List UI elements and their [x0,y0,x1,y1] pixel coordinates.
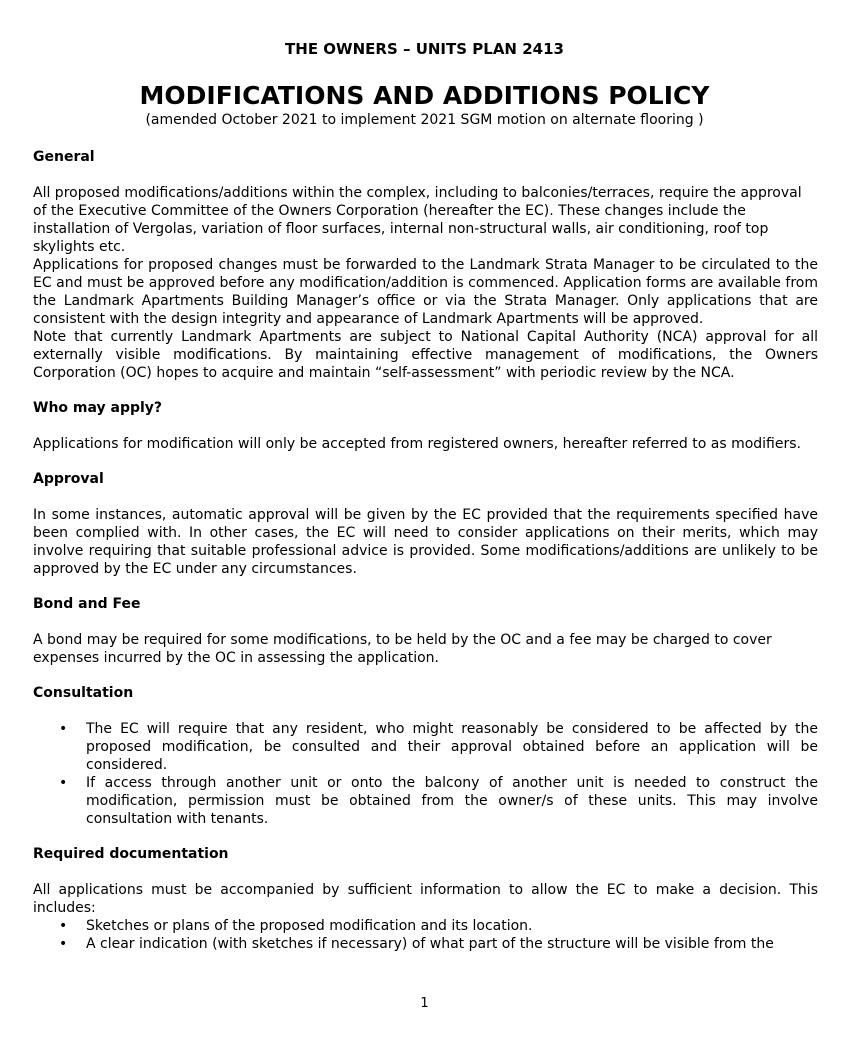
section-heading-general: General [33,149,95,165]
bullet-icon: • [59,936,68,952]
list-item-text: If access through another unit or onto the balcony of another unit is needed to construct the modification, permission must be obtained from the owner/s of these units. This may involve consultation with tenants. [86,775,818,827]
documentation-list [33,917,818,953]
document-header: THE OWNERS – UNITS PLAN 2413 [285,40,564,58]
general-paragraph-2: Applications for proposed changes must be forwarded to the Landmark Strata Manager to be circulated to the EC and must be approved before any modification/addition is commenced. Application forms are available from the Landmark Apartments Building Manager’s office or via the Strata Manager. Only applications that are consistent with the design integrity and appearance of Landmark Apartments will be approved. [33,257,818,327]
bullet-icon: • [59,721,68,737]
document-body [33,148,818,953]
section-heading-consultation: Consultation [33,685,134,701]
document-subtitle: (amended October 2021 to implement 2021 SGM motion on alternate flooring ) [145,112,704,128]
list-item-text: The EC will require that any resident, who might reasonably be considered to be affected by the proposed modification, be consulted and their approval obtained before an application will be considered. [86,721,818,773]
bond-paragraph-1: A bond may be required for some modifications, to be held by the OC and a fee may be charged to cover expenses incurred by the OC in assessing the application. [33,632,772,666]
list-item [33,774,818,828]
section-heading-who-may-apply: Who may apply? [33,400,163,416]
documentation-paragraph-1: All applications must be accompanied by sufficient information to allow the EC to make a decision. This includes: [33,882,818,916]
who-paragraph-1: Applications for modification will only be accepted from registered owners, hereafter referred to as modifiers. [33,436,801,452]
list-item [33,935,818,953]
bullet-icon: • [59,918,68,934]
approval-paragraph-1: In some instances, automatic approval will be given by the EC provided that the requirements specified have been complied with. In other cases, the EC will need to consider applications on their merits, which may involve requiring that suitable professional advice is provided. Some modifications/additions are unlikely to be approved by the EC under any circumstances. [33,507,818,577]
consultation-list [33,720,818,828]
list-item-text: A clear indication (with sketches if necessary) of what part of the structure will be visible from the [86,936,774,952]
section-heading-required-documentation: Required documentation [33,846,229,862]
general-paragraph-3: Note that currently Landmark Apartments are subject to National Capital Authority (NCA) approval for all externally visible modifications. By maintaining effective management of modifications, the Owners Corporation (OC) hopes to acquire and maintain “self-assessment” with periodic review by the NCA. [33,329,818,381]
document-title: MODIFICATIONS AND ADDITIONS POLICY [139,81,710,110]
list-item [33,720,818,774]
general-paragraph-1: All proposed modifications/additions within the complex, including to balconies/terraces, require the approval of the Executive Committee of the Owners Corporation (hereafter the EC). These changes include the installation of Vergolas, variation of floor surfaces, internal non-structural walls, air conditioning, roof top skylights etc. [33,185,802,255]
list-item-text: Sketches or plans of the proposed modification and its location. [86,918,533,934]
bullet-icon: • [59,775,68,791]
section-heading-bond-and-fee: Bond and Fee [33,596,141,612]
section-heading-approval: Approval [33,471,104,487]
list-item [33,917,818,935]
page-number: 1 [420,996,429,1011]
